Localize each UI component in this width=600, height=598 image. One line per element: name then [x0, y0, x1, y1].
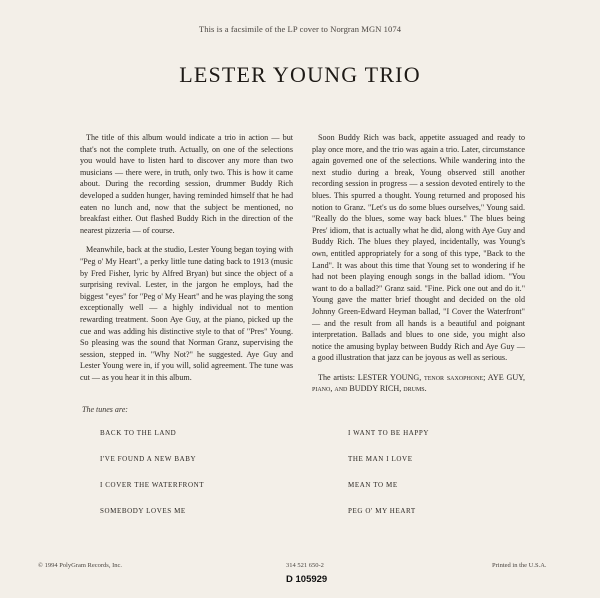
liner-paragraph: Meanwhile, back at the studio, Lester Young began toying with "Peg o' My Heart", a perky little tune dating back to 1913 (music by Fred Fisher, lyric by Alfred Bryan) but since the object of a surprising revival. Lester, in the jargon he employs, had the biggest "eyes" for "Peg o' My Heart" and he was playing the song exceptionally well — a highly individual not to mention rewarding treatment. Soon Aye Guy, at the piano, picked up the cue and was adding his distinctive style to that of "Pres" Young. So pleasing was the sound that Norman Granz, supervising the session, stepped in. "Why Not?" he suggested. Aye Guy and Lester Young were in, if you will, solid agreement. The tune was cut — as you hear it in this album. — [80, 245, 293, 382]
tune-item: MEAN TO ME — [348, 481, 398, 489]
liner-paragraph: Soon Buddy Rich was back, appetite assuaged and ready to play once more, and the trio was again a trio. Later, circumstance again governed one of the selections. While wandering into the next studio during a break, Young observed still another recording session in progress — a session devoted entirely to the blues. This spurred a thought. Young returned and proposed his notion to Granz. "Let's us do some blues ourselves," Young said. "Really do the blues, some way back blues." The blues being Pres' idiom, that is actually what he did, along with Aye Guy and Buddy Rich. The blues they played, incidentally, was Young's own, entitled appropriately for a song of this type, "Back to the Land". It was about this time that Young set to wondering if he had not been playing enough songs in the ballad idiom. "You want to do a ballad?" Granz said. "Fine. Pick one out and do it." Young gave the matter brief thought and decided on the old Johnny Green-Edward Heyman ballad, "I Cover the Waterfront" — and the result from all hands is a beautiful and poignant interpretation. Ballads and blues to one side, you might also notice the amusing byplay between Buddy Rich and Aye Guy — a good illustration that jazz can be joyous as well as serious. — [312, 133, 525, 363]
tune-item: BACK TO THE LAND — [100, 429, 177, 437]
tune-item: THE MAN I LOVE — [348, 455, 413, 463]
tune-item: SOMEBODY LOVES ME — [100, 507, 186, 515]
disc-id: D 105929 — [286, 574, 328, 585]
artists-credits: LESTER YOUNG, tenor saxophone; AYE GUY, piano, and BUDDY RICH, drums. — [312, 372, 525, 394]
album-title: LESTER YOUNG TRIO — [179, 62, 421, 87]
liner-paragraph: The title of this album would indicate a trio in action — but that's not the complete truth. Actually, on one of the selections you would have to listen hard to discover any more than two musicians — there were, in truth, only two. This is how it came about. During the recording session, drummer Buddy Rich developed a sudden hunger, having reminded himself that he had eaten no lunch and, now that the subject be mentioned, no breakfast either. Out flashed Buddy Rich in the direction of the nearest pizzeria — of course. — [80, 133, 293, 235]
artists-label: The artists: — [318, 372, 355, 382]
tunes-heading: The tunes are: — [82, 405, 128, 414]
tune-item: I'VE FOUND A NEW BABY — [100, 455, 197, 463]
tune-item: I COVER THE WATERFRONT — [100, 481, 205, 489]
tune-item: PEG O' MY HEART — [348, 507, 416, 515]
printed-in-notice: Printed in the U.S.A. — [492, 562, 547, 569]
liner-notes-right-column — [312, 132, 525, 403]
facsimile-note: This is a facsimile of the LP cover to Norgran MGN 1074 — [198, 24, 402, 34]
tune-item: I WANT TO BE HAPPY — [348, 429, 430, 437]
artists-credit — [312, 372, 525, 395]
copyright-notice: © 1994 PolyGram Records, Inc. — [38, 562, 123, 569]
liner-notes-left-column — [80, 132, 293, 391]
catalog-number: 314 521 650-2 — [286, 562, 324, 569]
